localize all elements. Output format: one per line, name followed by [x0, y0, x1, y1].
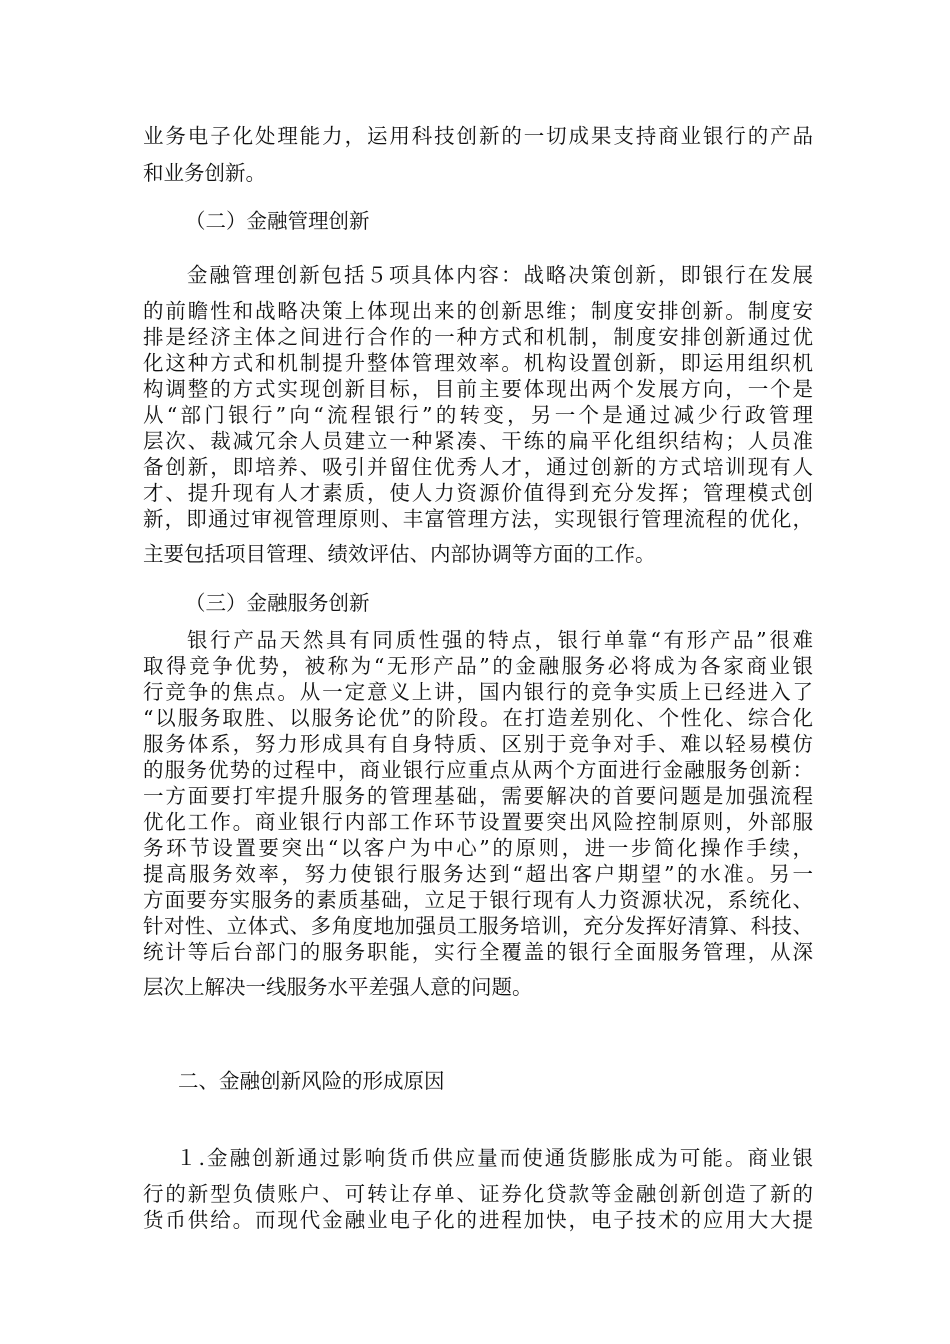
paragraph-line: 金融管理创新包括５项具体内容：战略决策创新，即银行在发展: [187, 263, 813, 287]
paragraph-line: 层次、裁减冗余人员建立一种紧凑、干练的扁平化组织结构；人员准: [143, 429, 813, 453]
paragraph-line: 从“部门银行”向“流程银行”的转变，另一个是通过减少行政管理: [143, 403, 813, 427]
paragraph-line: 行的新型负债账户、可转让存单、证券化贷款等金融创新创造了新的: [143, 1182, 813, 1206]
paragraph-line: 主要包括项目管理、绩效评估、内部协调等方面的工作。: [143, 542, 656, 566]
paragraph-line: 货币供给。而现代金融业电子化的进程加快，电子技术的应用大大提: [143, 1208, 813, 1232]
paragraph-line: 和业务创新。: [143, 161, 266, 185]
paragraph-line: 一方面要打牢提升服务的管理基础，需要解决的首要问题是加强流程: [143, 784, 813, 808]
paragraph-line: 才、提升现有人才素质，使人力资源价值得到充分发挥；管理模式创: [143, 481, 813, 505]
paragraph-line: 化这种方式和机制提升整体管理效率。机构设置创新，即运用组织机: [143, 351, 813, 375]
paragraph-line: 构调整的方式实现创新目标，目前主要体现出两个发展方向，一个是: [143, 377, 813, 401]
paragraph-line: 排是经济主体之间进行合作的一种方式和机制，制度安排创新通过优: [143, 325, 813, 349]
paragraph-line: 服务体系，努力形成具有自身特质、区别于竞争对手、难以轻易模仿: [143, 732, 813, 756]
paragraph-line: 的服务优势的过程中，商业银行应重点从两个方面进行金融服务创新：: [143, 758, 813, 782]
paragraph-line: 行竞争的焦点。从一定意义上讲，国内银行的竞争实质上已经进入了: [143, 680, 813, 704]
part-heading-risk-causes: 二、金融创新风险的形成原因: [178, 1069, 445, 1093]
section-heading-management: （二）金融管理创新: [185, 209, 370, 233]
section-heading-service: （三）金融服务创新: [185, 591, 370, 615]
paragraph-line: 备创新，即培养、吸引并留住优秀人才，通过创新的方式培训现有人: [143, 455, 813, 479]
paragraph-line: 方面要夯实服务的素质基础，立足于银行现有人力资源状况，系统化、: [143, 888, 813, 912]
paragraph-line: 统计等后台部门的服务职能，实行全覆盖的银行全面服务管理，从深: [143, 940, 813, 964]
paragraph-line: １.金融创新通过影响货币供应量而使通货膨胀成为可能。商业银: [176, 1146, 813, 1170]
paragraph-line: “以服务取胜、以服务论优”的阶段。在打造差别化、个性化、综合化: [143, 706, 813, 730]
paragraph-line: 针对性、立体式、多角度地加强员工服务培训，充分发挥好清算、科技、: [143, 914, 813, 938]
paragraph-line: 取得竞争优势，被称为“无形产品”的金融服务必将成为各家商业银: [143, 654, 813, 678]
paragraph-line: 的前瞻性和战略决策上体现出来的创新思维；制度安排创新。制度安: [143, 299, 813, 323]
paragraph-line: 新，即通过审视管理原则、丰富管理方法，实现银行管理流程的优化，: [143, 507, 813, 531]
paragraph-line: 务环节设置要突出“以客户为中心”的原则，进一步简化操作手续，: [143, 836, 813, 860]
paragraph-line: 优化工作。商业银行内部工作环节设置要突出风险控制原则，外部服: [143, 810, 813, 834]
paragraph-line: 提高服务效率，努力使银行服务达到“超出客户期望”的水准。另一: [143, 862, 813, 886]
paragraph-line: 业务电子化处理能力，运用科技创新的一切成果支持商业银行的产品: [143, 124, 813, 148]
paragraph-line: 银行产品天然具有同质性强的特点，银行单靠“有形产品”很难: [187, 628, 813, 652]
paragraph-line: 层次上解决一线服务水平差强人意的问题。: [143, 975, 533, 999]
